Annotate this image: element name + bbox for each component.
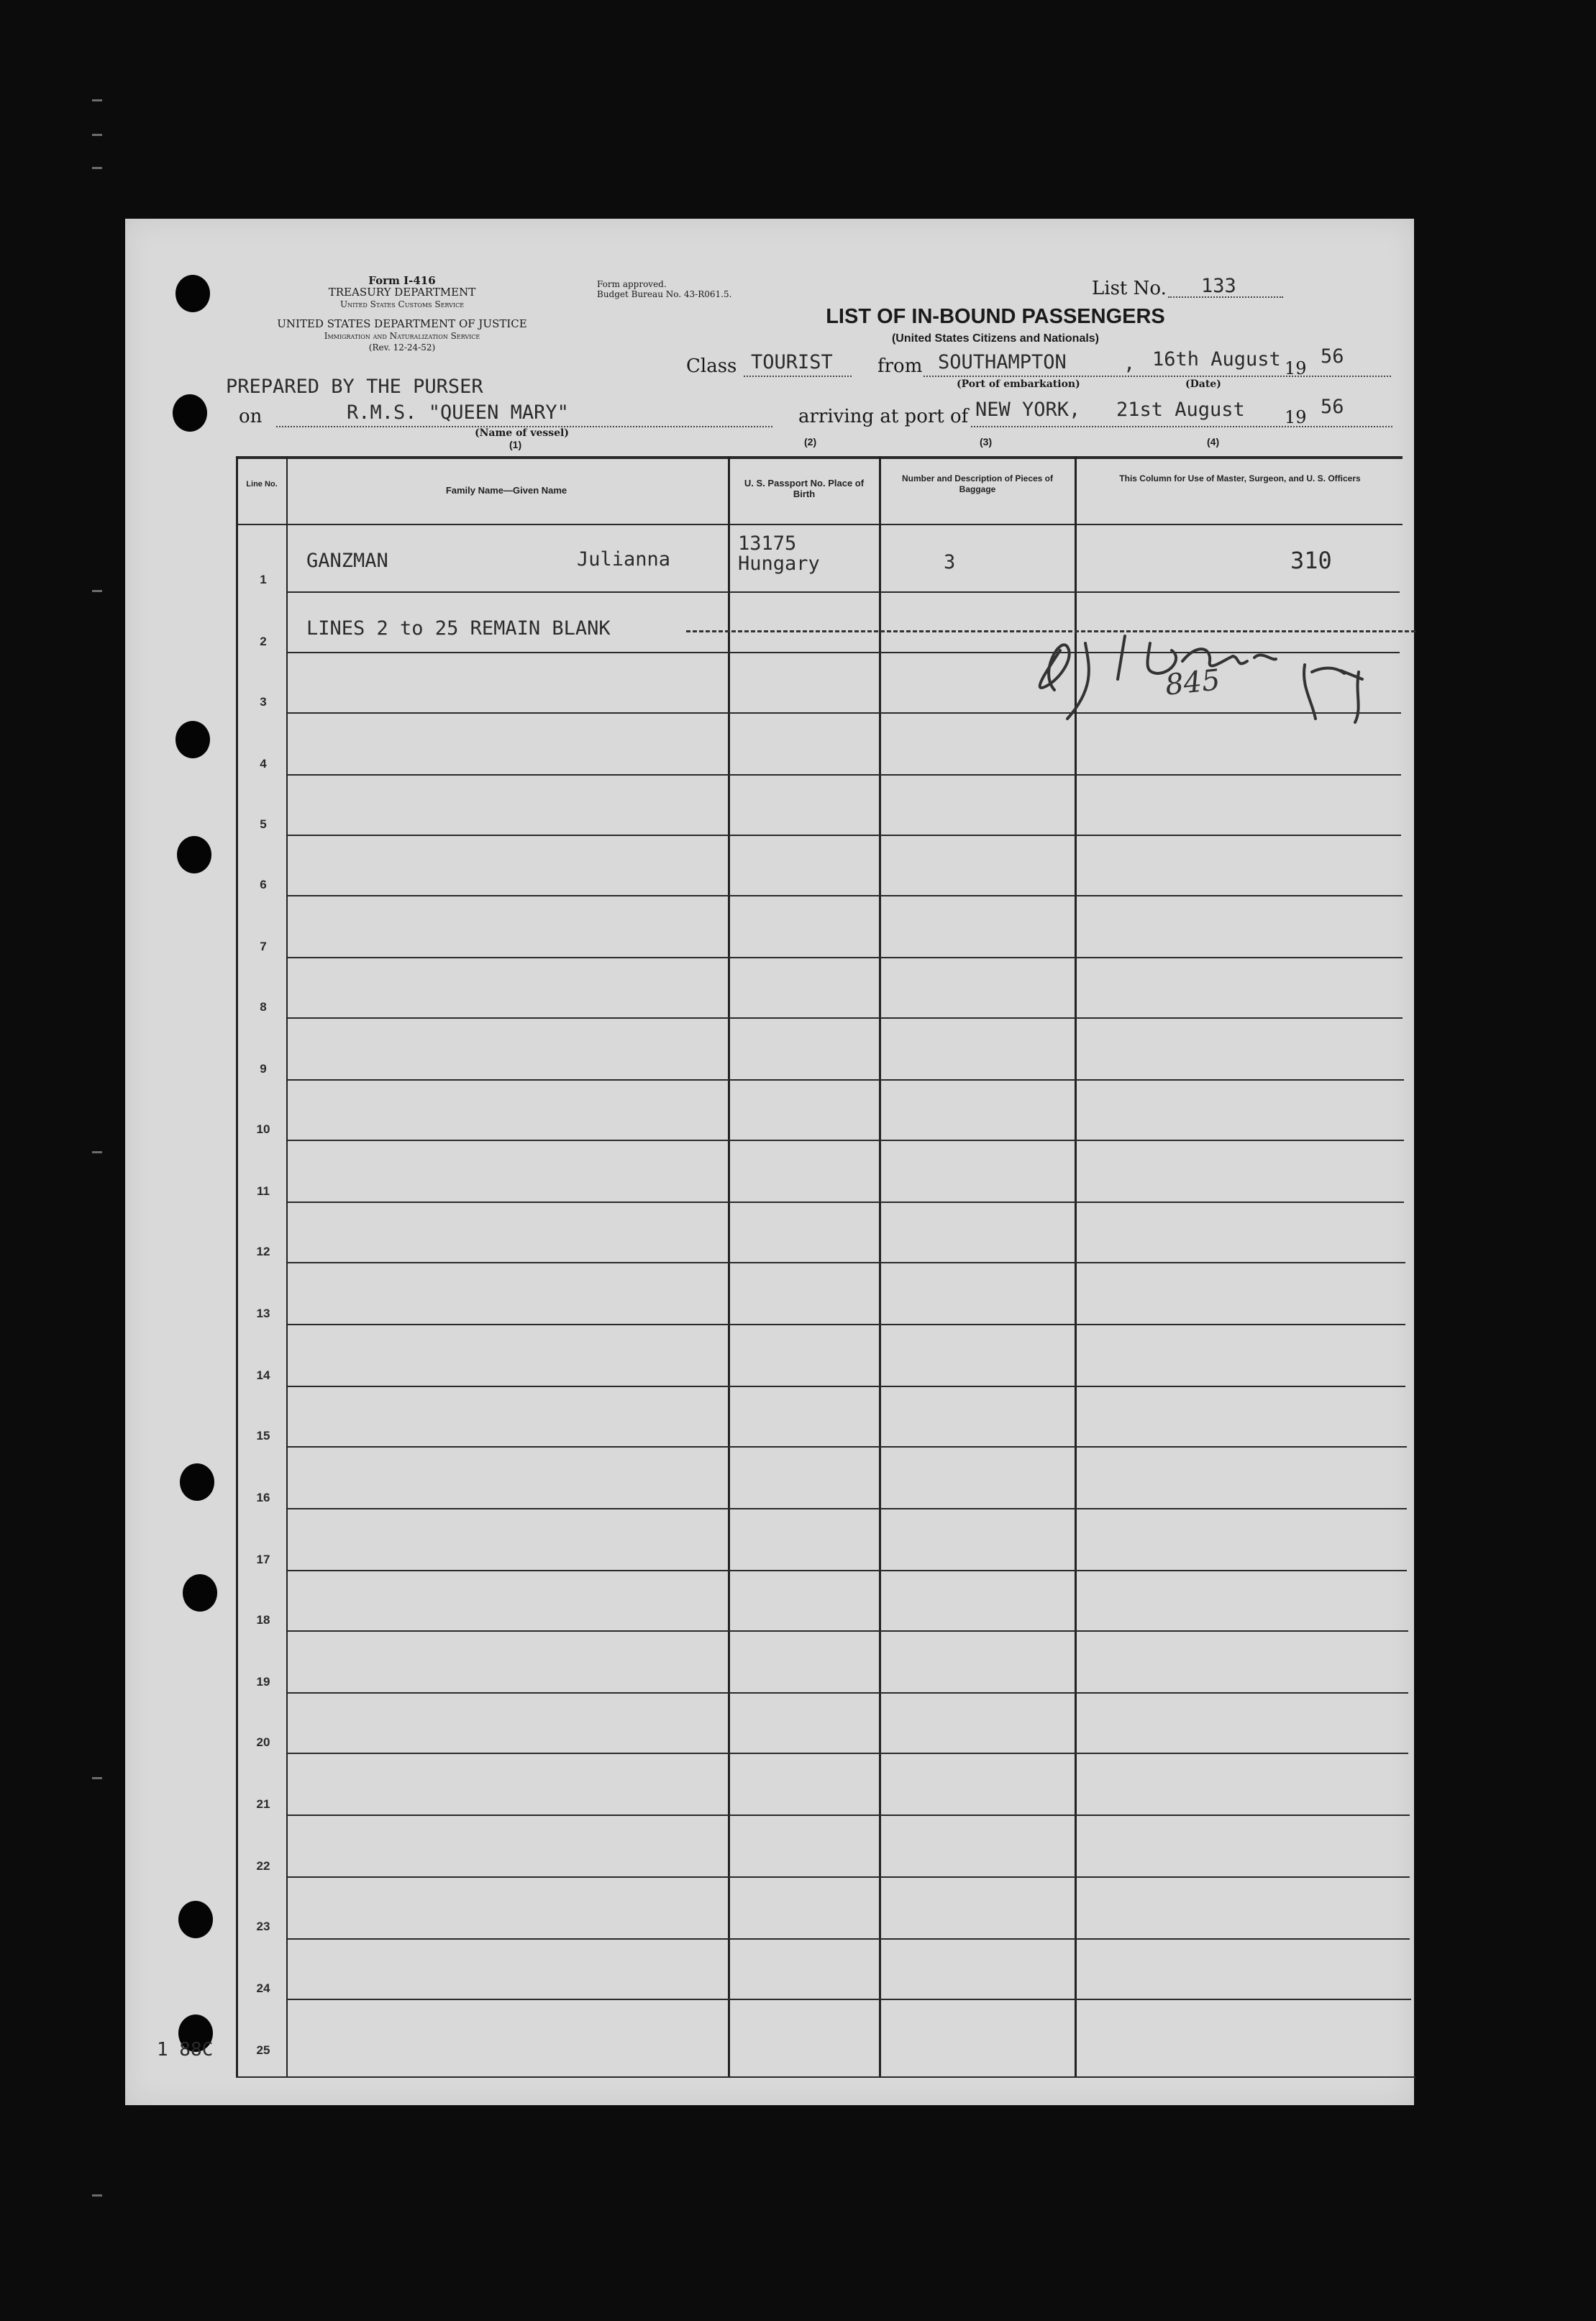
name-divider	[728, 456, 730, 2078]
line-number: 2	[260, 635, 267, 648]
line-number: 11	[257, 1184, 270, 1198]
passport-number: 13175	[738, 532, 797, 555]
handwritten-number: 845	[1163, 663, 1222, 702]
embark-year: 56	[1321, 345, 1344, 368]
row-line	[288, 1876, 1410, 1878]
row-line	[288, 1999, 1411, 2000]
line-number: 1	[260, 573, 267, 586]
line-number: 6	[260, 878, 267, 891]
row-line	[288, 1938, 1410, 1940]
place-of-birth: Hungary	[738, 553, 820, 575]
film-edge-mark	[92, 1151, 102, 1153]
list-no-label: List No.	[1092, 278, 1167, 299]
row-line	[288, 774, 1401, 776]
line-number: 3	[260, 695, 267, 709]
line-number: 25	[256, 2043, 270, 2057]
line-no-divider	[286, 456, 288, 2078]
row-line	[288, 957, 1403, 958]
form-number: Form I-416	[368, 274, 436, 287]
col-header-name: Family Name—Given Name	[445, 485, 567, 496]
line-number: 16	[256, 1491, 270, 1504]
line-number: 13	[256, 1307, 270, 1320]
row-line	[288, 1814, 1410, 1816]
from-label: from	[877, 355, 923, 377]
row-line	[288, 1017, 1403, 1019]
line-number: 17	[256, 1553, 270, 1566]
punch-hole	[175, 721, 210, 758]
row-line	[288, 1446, 1407, 1448]
page-subtitle: (United States Citizens and Nationals)	[891, 332, 1100, 345]
line-number: 24	[256, 1981, 270, 1995]
col-header-baggage: Number and Description of Pieces of Baggage	[901, 473, 1054, 494]
line-number: 12	[256, 1245, 270, 1258]
baggage-count: 3	[944, 551, 956, 573]
embark-comma: ,	[1123, 353, 1136, 375]
class-label: Class	[686, 355, 737, 377]
punch-hole	[178, 1901, 213, 1938]
arriving-label: arriving at port of	[798, 406, 969, 427]
row-line	[288, 895, 1403, 896]
arrival-port: NEW YORK,	[975, 399, 1081, 421]
row-line	[288, 1692, 1408, 1694]
row-line	[288, 1570, 1407, 1571]
treasury-dept: TREASURY DEPARTMENT	[328, 286, 476, 299]
col-header-line-no: Line No.	[246, 480, 278, 489]
date-caption: (Date)	[1185, 378, 1221, 390]
passenger-list-page	[125, 219, 1414, 2105]
line-number: 22	[256, 1859, 270, 1873]
embark-date: 16th August	[1152, 348, 1281, 371]
customs-service: United States Customs Service	[339, 299, 465, 309]
line-number: 23	[256, 1920, 270, 1933]
punch-hole	[180, 1463, 214, 1501]
list-no-value: 133	[1201, 275, 1236, 297]
header-bottom-border	[236, 524, 1403, 525]
line-number: 20	[256, 1735, 270, 1749]
row-line	[288, 835, 1401, 836]
row-line	[288, 1140, 1404, 1141]
line-number: 5	[260, 817, 267, 831]
passenger-given-name: Julianna	[577, 548, 671, 571]
arrival-year-prefix: 19	[1285, 407, 1307, 427]
line-number: 19	[256, 1675, 270, 1689]
revision-date: (Rev. 12-24-52)	[368, 342, 436, 353]
arrival-line	[971, 426, 1392, 427]
budget-bureau: Budget Bureau No. 43-R061.5.	[597, 289, 732, 299]
line-number: 15	[256, 1429, 270, 1443]
justice-dept: UNITED STATES DEPARTMENT OF JUSTICE	[277, 317, 527, 330]
line-number: 18	[256, 1613, 270, 1627]
line-number: 4	[260, 757, 267, 771]
ins-service: Immigration and Naturalization Service	[324, 331, 480, 341]
col-header-officers: This Column for Use of Master, Surgeon, and U. S. Officers	[1119, 473, 1361, 483]
film-edge-mark	[92, 2194, 102, 2197]
class-line	[744, 376, 852, 377]
on-label: on	[239, 406, 263, 427]
class-value: TOURIST	[751, 351, 833, 373]
punch-hole	[183, 1574, 217, 1612]
col-number-4: (4)	[1207, 436, 1220, 448]
table-left-border	[236, 456, 238, 2078]
officer-number: 310	[1290, 547, 1332, 574]
arrival-date: 21st August	[1116, 399, 1245, 421]
punch-hole	[173, 394, 207, 432]
line-number: 14	[256, 1368, 270, 1382]
arrival-year: 56	[1321, 396, 1344, 418]
row-line	[288, 1262, 1405, 1263]
from-line	[924, 376, 1391, 377]
col-number-2: (2)	[804, 436, 817, 448]
col-header-passport: U. S. Passport No. Place of Birth	[744, 478, 865, 499]
row-line	[288, 1079, 1404, 1081]
passenger-family-name: GANZMAN	[306, 550, 388, 572]
film-edge-mark	[92, 99, 102, 101]
port-embark-caption: (Port of embarkation)	[957, 378, 1080, 390]
line-number: 9	[260, 1062, 267, 1076]
punch-hole	[177, 836, 211, 873]
line-number: 8	[260, 1000, 267, 1014]
handwritten-signature	[1017, 593, 1434, 730]
film-edge-mark	[92, 590, 102, 592]
vessel-caption: (Name of vessel)	[475, 427, 569, 439]
table-bottom-border	[236, 2076, 1415, 2078]
row-line	[288, 1508, 1407, 1509]
table-top-border	[236, 456, 1403, 459]
film-edge-mark	[92, 134, 102, 136]
punch-hole	[175, 275, 210, 312]
film-edge-mark	[92, 167, 102, 169]
embark-year-prefix: 19	[1285, 358, 1307, 378]
line-number: 10	[256, 1122, 270, 1136]
passport-divider	[879, 456, 881, 2078]
row-line	[288, 1202, 1404, 1203]
col-number-3: (3)	[980, 436, 993, 448]
row-line	[288, 1630, 1408, 1632]
line-number: 7	[260, 940, 267, 953]
form-approved: Form approved.	[597, 279, 667, 289]
page-title: LIST OF IN-BOUND PASSENGERS	[826, 305, 1165, 328]
margin-stamp: 1 88C	[157, 2039, 214, 2061]
prepared-by: PREPARED BY THE PURSER	[226, 376, 483, 398]
blank-lines-remark: LINES 2 to 25 REMAIN BLANK	[306, 617, 611, 640]
vessel-name: R.M.S. "QUEEN MARY"	[347, 401, 569, 424]
line-number: 21	[256, 1797, 270, 1811]
row-line	[288, 1753, 1408, 1754]
row-line	[288, 1386, 1405, 1387]
row-line	[288, 1324, 1405, 1325]
col-number-1: (1)	[509, 439, 522, 450]
film-edge-mark	[92, 1777, 102, 1779]
embark-port: SOUTHAMPTON	[938, 351, 1067, 373]
